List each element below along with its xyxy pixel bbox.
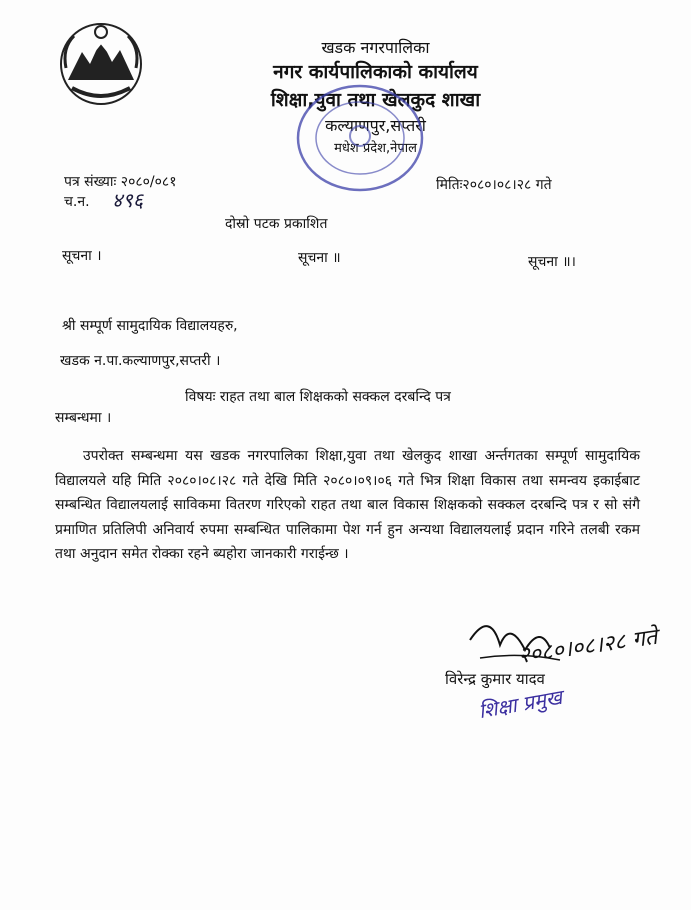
subject-line-1: विषयः राहत तथा बाल शिक्षकको सक्कल दरबन्दि पत्र (185, 389, 451, 405)
province-name: मधेश प्रदेश,नेपाल (334, 141, 417, 156)
recipient-line-1: श्री सम्पूर्ण सामुदायिक विद्यालयहरु, (62, 318, 238, 334)
publication-note: दोस्रो पटक प्रकाशित (225, 216, 328, 232)
signatory-name: विरेन्द्र कुमार यादव (445, 670, 545, 688)
office-location: कल्याणपुर,सप्तरी (325, 116, 426, 135)
signature-date: २०८०।०८।२८ गते (516, 624, 659, 670)
notice-label-1: सूचना । (62, 248, 102, 264)
notice-label-3: सूचना ॥। (528, 254, 576, 270)
letter-number: पत्र संख्याः २०८०/०८१ (64, 174, 177, 190)
subject-line-2: सम्बन्धमा । (55, 410, 112, 426)
letter-body: उपरोक्त सम्बन्धमा यस खडक नगरपालिका शिक्षा,युवा तथा खेलकुद शाखा अर्न्तगतका सम्पूर्ण सामुदायिक विद्यालयले यहि मिति २०८०।०८।२८ गते देखि मिति २०८०।०९।०६ गते भित्र शिक्षा विकास तथा समन्वय इकाईबाट सम्बन्धित विद्यालयलाई साविकमा वितरण गरिएको राहत तथा बाल विकास शिक्षकको सक्कल दरबन्दि पत्र र सो संगै प्रमाणित प्रतिलिपी अनिवार्य रुपमा सम्बन्धित पालिकामा पेश गर्न हुन अन्यथा विद्यालयलाई प्रदान गरिने तलबी रकम तथा अनुदान समेत रोक्का रहने ब्यहोरा जानकारी गराईन्छ । (55, 448, 640, 562)
letter-date: मितिः२०८०।०८।२८ गते (436, 177, 552, 193)
notice-label-2: सूचना ॥ (298, 250, 341, 266)
signatory-title-stamp: शिक्षा प्रमुख (476, 684, 564, 724)
dispatch-label: च.न. (64, 194, 90, 210)
recipient-line-2: खडक न.पा.कल्याणपुर,सप्तरी । (60, 353, 221, 369)
office-name: नगर कार्यपालिकाको कार्यालय (273, 61, 478, 83)
office-stamp-icon (290, 78, 430, 198)
municipality-name: खडक नगरपालिका (321, 38, 430, 57)
dispatch-number: ४९६ (112, 188, 144, 212)
branch-name: शिक्षा,युवा तथा खेलकुद शाखा (270, 89, 481, 111)
